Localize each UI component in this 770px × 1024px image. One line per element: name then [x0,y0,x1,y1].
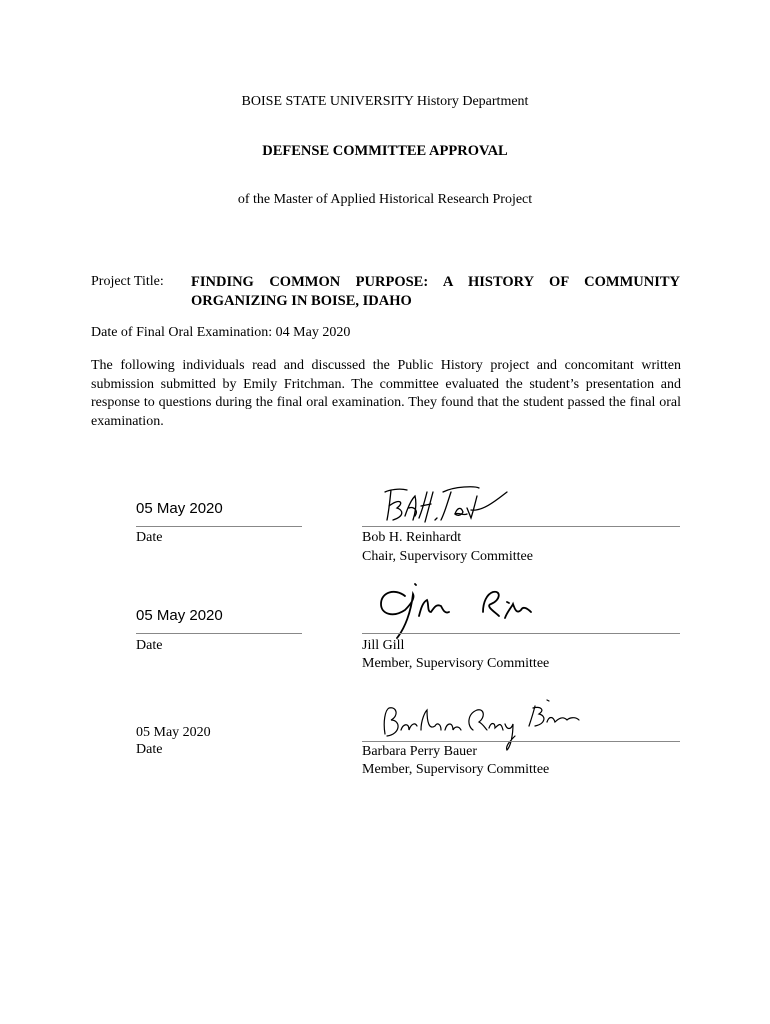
signature-2[interactable] [375,582,555,640]
project-title-label: Project Title: [91,274,164,289]
date-line-1 [136,526,302,527]
project-title-line-1: FINDING COMMON PURPOSE: A HISTORY OF COMMUNITY [191,274,680,290]
exam-date: Date of Final Oral Examination: 04 May 2020 [91,325,351,340]
signature-line-1 [362,526,680,527]
date-label-3: Date [136,742,163,757]
signature-line-3 [362,741,680,742]
signatory-name-1: Bob H. Reinhardt [362,530,462,545]
signatory-name-2: Jill Gill [362,638,405,653]
signature-image-2 [375,582,555,640]
signatory-role-2: Member, Supervisory Committee [362,656,550,671]
signature-line-2 [362,633,680,634]
date-line-2 [136,633,302,634]
document-subtitle: of the Master of Applied Historical Research Project [237,192,533,207]
date-label-2: Date [136,638,163,653]
department-header: BOISE STATE UNIVERSITY History Department [241,94,529,109]
approval-paragraph: The following individuals read and discussed the Public History project and concomitant written submission submitted by Emily Fritchman. The committee evaluated the student’s presentation and response to questions during the final oral examination. They found that the student passed the final oral examination. [91,358,681,429]
signature-image-1 [375,478,515,526]
signatory-name-3: Barbara Perry Bauer [362,744,478,759]
project-title [191,273,680,311]
signatory-role-3: Member, Supervisory Committee [362,762,550,777]
date-label-1: Date [136,530,163,545]
signature-date-2[interactable]: 05 May 2020 [136,607,223,624]
signatory-role-1: Chair, Supervisory Committee [362,549,533,564]
signature-date-1[interactable]: 05 May 2020 [136,500,223,517]
project-title-line-2: ORGANIZING IN BOISE, IDAHO [191,293,412,309]
document-title: DEFENSE COMMITTEE APPROVAL [262,143,508,159]
signature-date-3[interactable]: 05 May 2020 [136,725,211,740]
signature-1[interactable] [375,478,515,526]
